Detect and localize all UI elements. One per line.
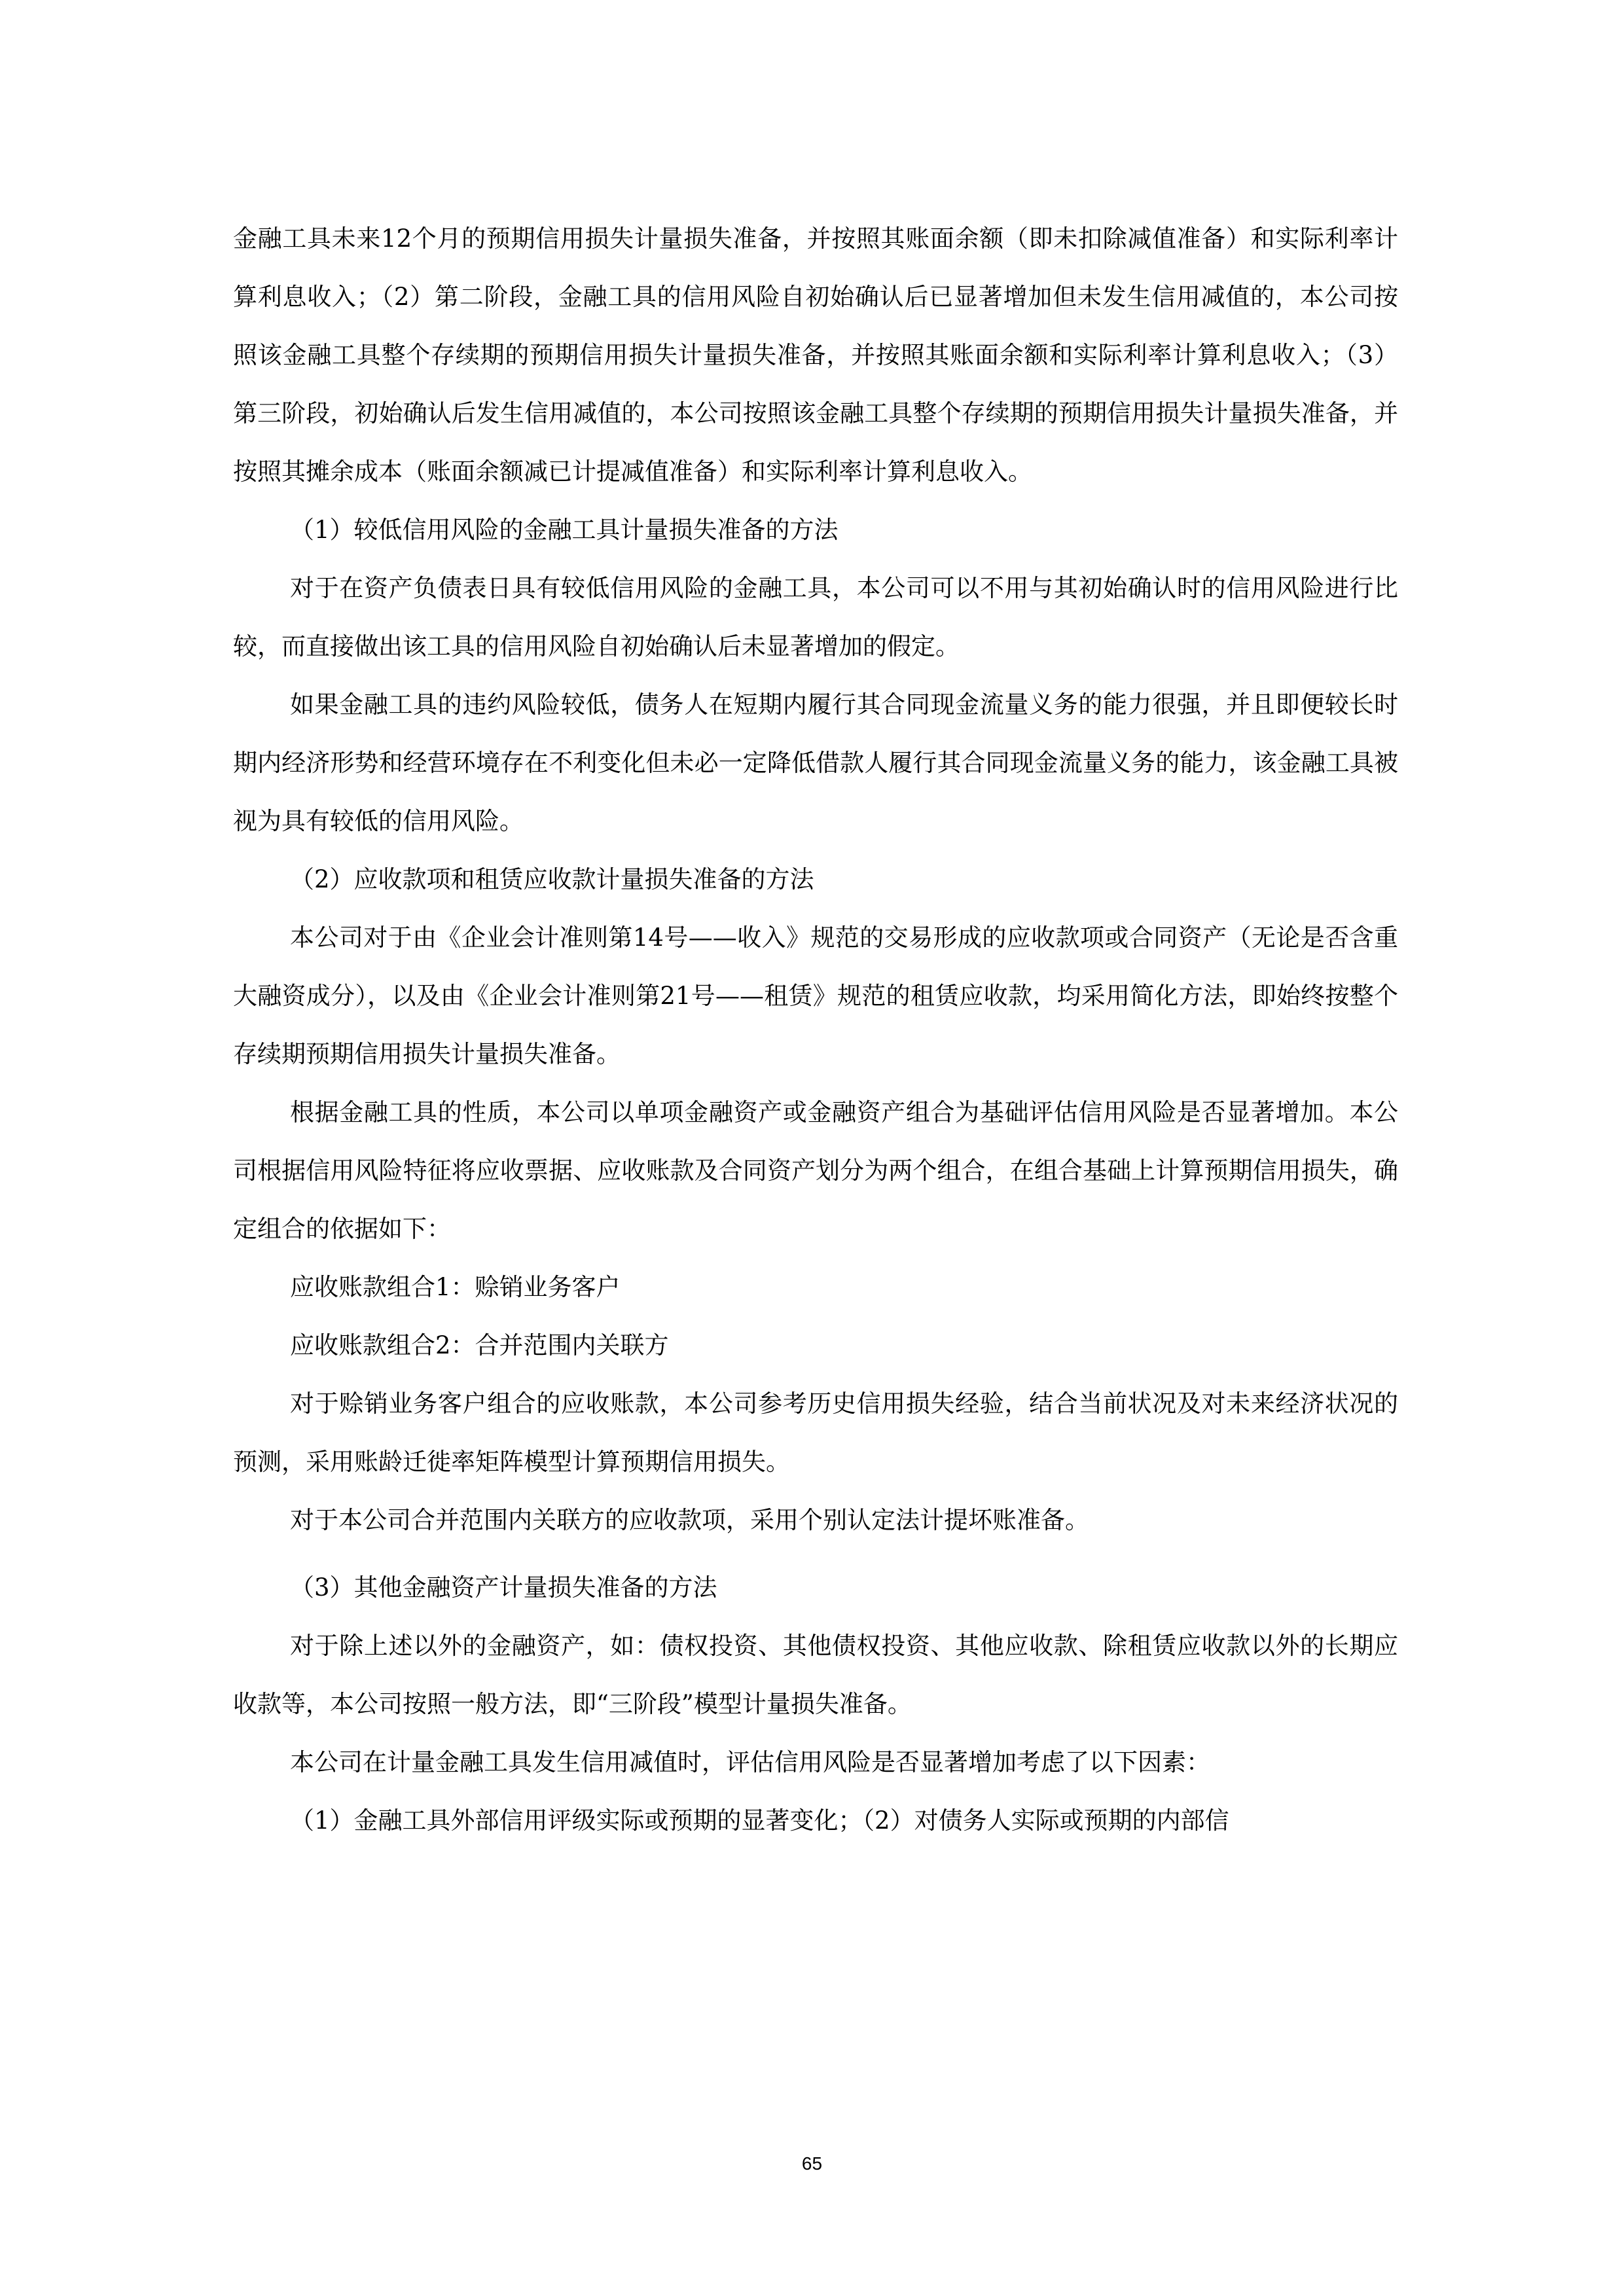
paragraph-portfolio-basis: 根据金融工具的性质，本公司以单项金融资产或金融资产组合为基础评估信用风险是否显著增加。本公司根据信用风险特征将应收票据、应收账款及合同资产划分为两个组合，在组合基础上计算预期信用损失，确定组合的依据如下： (233, 1098, 1398, 1243)
heading-receivables-lease: （2）应收款项和租赁应收款计量损失准备的方法 (290, 865, 814, 893)
paragraph-factors-intro: 本公司在计量金融工具发生信用减值时，评估信用风险是否显著增加考虑了以下因素： (290, 1748, 1210, 1776)
paragraph-low-credit-risk-assumption: 对于在资产负债表日具有较低信用风险的金融工具，本公司可以不用与其初始确认时的信用风险进行比较，而直接做出该工具的信用风险自初始确认后未显著增加的假定。 (233, 574, 1398, 660)
document-body (233, 209, 1398, 1850)
heading-low-credit-risk: （1）较低信用风险的金融工具计量损失准备的方法 (290, 516, 839, 544)
page-number: 65 (801, 2153, 823, 2174)
paragraph-low-default-risk: 如果金融工具的违约风险较低，债务人在短期内履行其合同现金流量义务的能力很强，并且即便较长时期内经济形势和经营环境存在不利变化但未必一定降低借款人履行其合同现金流量义务的能力，该金融工具被视为具有较低的信用风险。 (233, 691, 1398, 835)
paragraph-three-stage-model: 金融工具未来12个月的预期信用损失计量损失准备，并按照其账面余额（即未扣除减值准备）和实际利率计算利息收入；（2）第二阶段，金融工具的信用风险自初始确认后已显著增加但未发生信用减值的，本公司按照该金融工具整个存续期的预期信用损失计量损失准备，并按照其账面余额和实际利率计算利息收入；（3）第三阶段，初始确认后发生信用减值的，本公司按照该金融工具整个存续期的预期信用损失计量损失准备，并按照其摊余成本（账面余额减已计提减值准备）和实际利率计算利息收入。 (233, 224, 1398, 486)
heading-other-financial-assets: （3）其他金融资产计量损失准备的方法 (290, 1573, 717, 1602)
paragraph-general-method: 对于除上述以外的金融资产，如：债权投资、其他债权投资、其他应收款、除租赁应收款以外的长期应收款等，本公司按照一般方法，即“三阶段”模型计量损失准备。 (233, 1632, 1398, 1718)
portfolio-item-1: 应收账款组合1：赊销业务客户 (290, 1273, 621, 1301)
portfolio-item-2: 应收账款组合2：合并范围内关联方 (290, 1331, 669, 1359)
paragraph-factors-list: （1）金融工具外部信用评级实际或预期的显著变化；（2）对债务人实际或预期的内部信 (290, 1806, 1229, 1835)
paragraph-credit-sales-customers: 对于赊销业务客户组合的应收账款，本公司参考历史信用损失经验，结合当前状况及对未来经济状况的预测，采用账龄迁徙率矩阵模型计算预期信用损失。 (233, 1390, 1398, 1476)
paragraph-related-parties: 对于本公司合并范围内关联方的应收款项，采用个别认定法计提坏账准备。 (290, 1506, 1089, 1534)
paragraph-simplified-method: 本公司对于由《企业会计准则第14号——收入》规范的交易形成的应收款项或合同资产（无论是否含重大融资成分），以及由《企业会计准则第21号——租赁》规范的租赁应收款，均采用简化方法，即始终按整个存续期预期信用损失计量损失准备。 (233, 924, 1398, 1068)
